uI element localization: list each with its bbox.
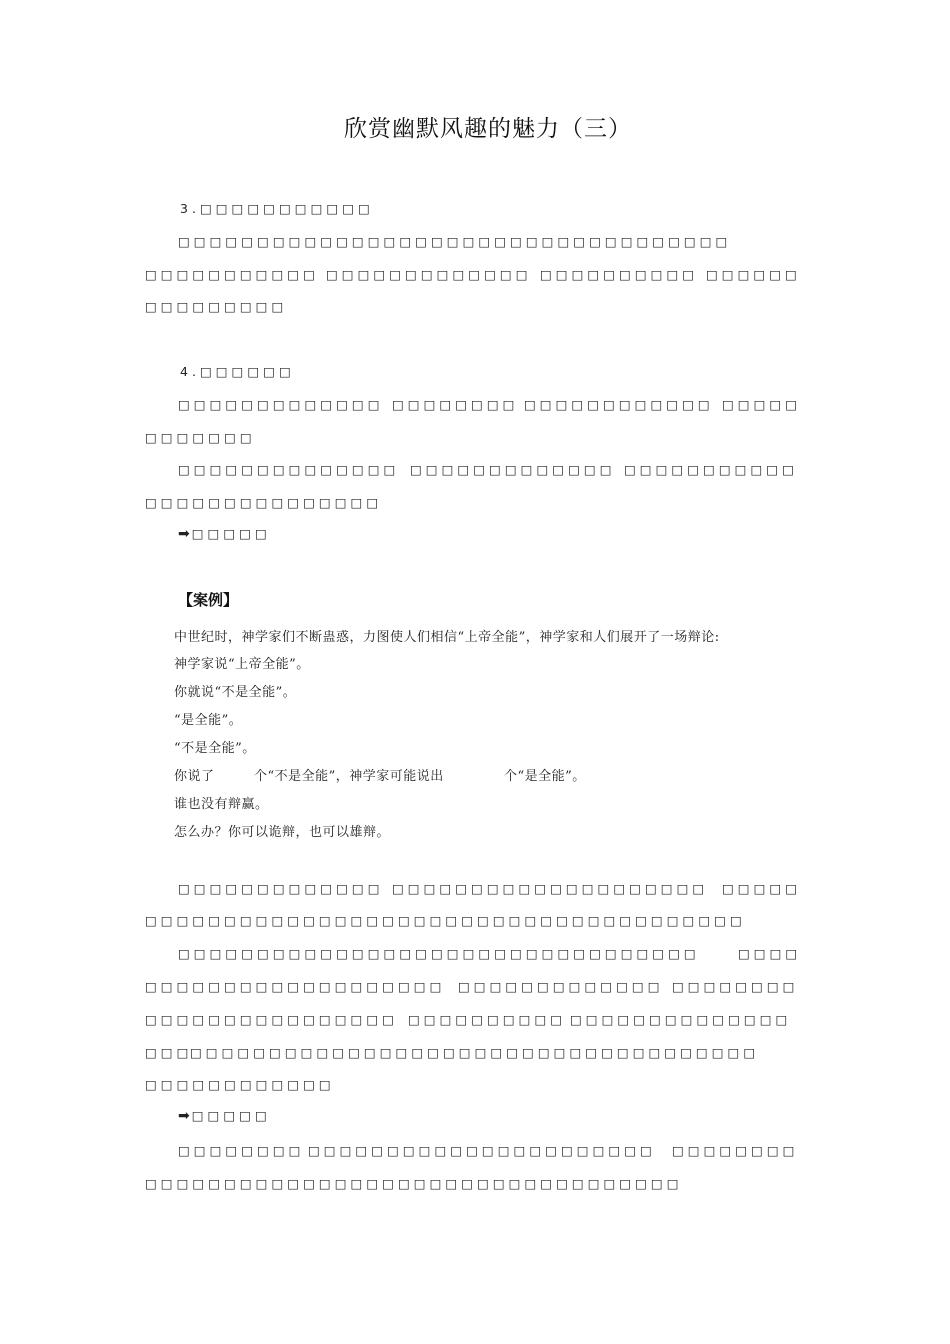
after-line-6a: □□□ <box>145 1045 193 1060</box>
after-line-8a: □□□□□□□□ <box>178 1143 305 1158</box>
section-3-line-3: □□□□□□□□□ <box>145 299 288 314</box>
section-4-line-3a: □□□□□□□□□□□□□□ <box>178 462 400 477</box>
arrow-point-1: ➡ □□□□□ <box>178 526 271 542</box>
section-4-line-1d: □□□□□ <box>722 397 802 412</box>
after-line-5b: □□□□□□□□□□ <box>408 1012 567 1027</box>
case-line-5: “不是全能”。 <box>174 741 256 756</box>
page-title: 欣赏幽默风趣的魅力（三） <box>344 116 632 142</box>
case-line-4: “是全能”。 <box>174 713 243 728</box>
section-3-heading: 3.□□□□□□□□□□□ <box>180 201 374 216</box>
case-line-7: 谁也没有辩赢。 <box>174 797 269 812</box>
after-line-1a: □□□□□□□□□□□□□ <box>178 881 384 896</box>
section-4-heading: 4.□□□□□□ <box>180 364 295 379</box>
after-line-7: □□□□□□□□□□□□ <box>145 1077 335 1092</box>
section-3-line-1: □□□□□□□□□□□□□□□□□□□□□□□□□□□□□□□□□□□ <box>178 234 732 249</box>
case-line-2: 神学家说“上帝全能”。 <box>174 657 310 672</box>
after-line-5a: □□□□□□□□□□□□□□□□ <box>145 1012 398 1027</box>
right-arrow-icon: ➡ <box>178 1108 190 1124</box>
section-4-line-3c: □□□□□□□□□□□ <box>624 462 798 477</box>
arrow-point-2: ➡ □□□□□ <box>178 1108 271 1124</box>
after-line-3b: □□□□ <box>738 946 802 961</box>
after-line-9: □□□□□□□□□□□□□□□□□□□□□□□□□□□□□□□□□□ <box>145 1176 683 1191</box>
section-4-line-1a: □□□□□□□□□□□□□ <box>178 397 384 412</box>
case-line-8: 怎么办？你可以诡辩，也可以雄辩。 <box>174 825 391 840</box>
after-line-1c: □□□□□ <box>722 881 802 896</box>
section-4-line-1c: □□□□□□□□□□□□ <box>524 397 714 412</box>
after-line-5c: □□□□□□□□□□□□□□ <box>570 1012 792 1027</box>
case-line-6c: 个“是全能”。 <box>504 769 586 784</box>
case-line-3: 你就说“不是全能”。 <box>174 685 297 700</box>
section-4-line-1b: □□□□□□□□ <box>392 397 519 412</box>
case-line-1: 中世纪时，神学家们不断蛊惑，力图使人们相信“上帝全能”，神学家和人们展开了一场辩论: <box>174 630 720 645</box>
after-line-4a: □□□□□□□□□□□□□□□□□□□ <box>145 979 446 994</box>
section-4-line-3b: □□□□□□□□□□□□□ <box>410 462 616 477</box>
after-line-3a: □□□□□□□□□□□□□□□□□□□□□□□□□□□□□□□□□ <box>178 946 700 961</box>
after-line-8c: □□□□□□□□ <box>672 1143 799 1158</box>
section-3-line-2c: □□□□□□□□□□ <box>540 267 699 282</box>
case-line-6a: 你说了 <box>174 769 215 784</box>
section-3-line-2a: □□□□□□□□□□□ <box>145 267 319 282</box>
section-4-line-2: □□□□□□□ <box>145 430 256 445</box>
section-3-line-2d: □□□□□□ <box>706 267 801 282</box>
case-title: 【案例】 <box>178 591 239 609</box>
after-line-2: □□□□□□□□□□□□□□□□□□□□□□□□□□□□□□□□□□□□□□ <box>145 913 746 928</box>
case-line-6b: 个“不是全能”，神学家可能说出 <box>254 769 444 784</box>
after-line-4b: □□□□□□□□□□□□□ <box>458 979 664 994</box>
section-4-line-4: □□□□□□□□□□□□□□□ <box>145 495 383 510</box>
after-line-1b: □□□□□□□□□□□□□□□□□□□□ <box>392 881 709 896</box>
section-3-line-2b: □□□□□□□□□□□□□ <box>326 267 532 282</box>
after-line-8b: □□□□□□□□□□□□□□□□□□□□□□ <box>308 1143 656 1158</box>
after-line-6b: □□□□□□□□□□□□□□□□□□□□□□□□□□□□□□□□□□□□ <box>190 1045 760 1060</box>
after-line-4c: □□□□□□□□ <box>672 979 799 994</box>
right-arrow-icon: ➡ <box>178 526 190 542</box>
